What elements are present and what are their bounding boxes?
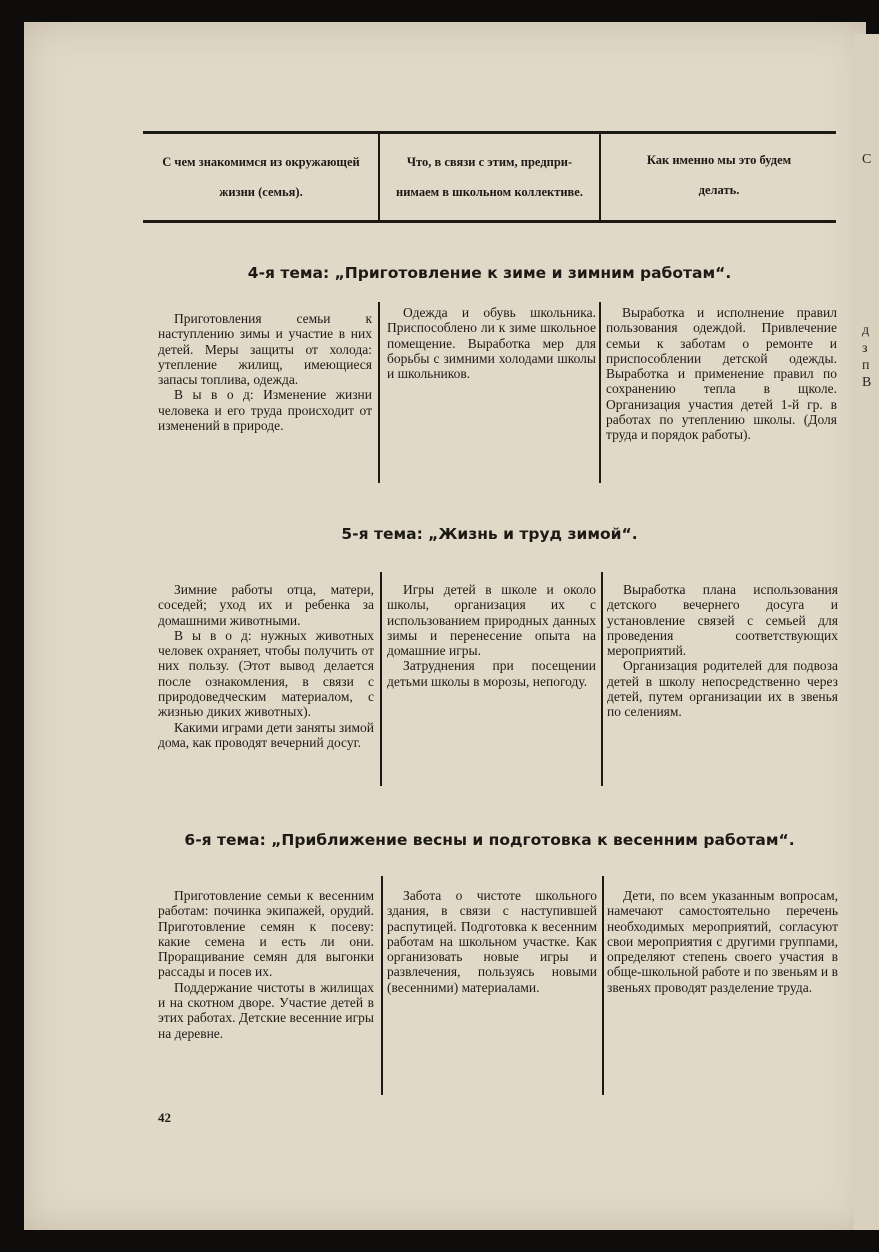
topic-title: 6-я тема: „Приближение весны и подготовка к весенним работам“. (184, 831, 795, 849)
topic-title: 4-я тема: „Приготовление к зиме и зимним работам“. (247, 264, 732, 282)
column-divider (602, 876, 604, 1095)
column-divider (601, 572, 603, 786)
paragraph: Дети, по всем указанным вопросам, намечают самостоятельно перечень необходимых мероприятий, согласуют свои мероприятия с другими группами, определяют степень своего участия в обще-школьной работе и по звеньям и в звеньях проводят разделение труда. (607, 888, 838, 995)
column-divider (381, 876, 383, 1095)
column-divider (380, 572, 382, 786)
paragraph: Поддержание чистоты в жилищах и на скотном дворе. Участие детей в этих работах. Детские весенние игры на деревне. (158, 979, 374, 1041)
next-page-line: В (862, 375, 872, 390)
header-col3-line: Как именно мы это будем (646, 153, 792, 167)
paragraph: Какими играми дети заняты зимой дома, как проводят вечерний досуг. (158, 719, 374, 750)
paragraph: Затруднения при посещении детьми школы в морозы, непогоду. (387, 658, 596, 689)
page-number: 42 (158, 1110, 171, 1125)
topic-title: 5-я тема: „Жизнь и труд зимой“. (341, 525, 638, 543)
column-divider (599, 302, 601, 483)
column-divider (378, 302, 380, 483)
next-page-line: д (862, 323, 870, 338)
header-col3 (602, 145, 836, 205)
header-col2-line: Что, в связи с этим, предпри- (406, 155, 573, 169)
paragraph: В ы в о д: Изменение жизни человека и его труда происходит от изменений в природе. (158, 387, 372, 434)
paragraph: Одежда и обувь школьника. Приспособлено ли к зиме школьное помещение. Выработка мер для борьбы с зимними холодами школы и школьников. (387, 305, 596, 382)
topic-4-col3 (606, 305, 837, 443)
header-col1 (145, 147, 377, 207)
header-col1-line: С чем знакомимся из окружающей (162, 155, 360, 169)
next-page-line: з (862, 341, 868, 356)
topic-5-col1 (158, 582, 374, 750)
header-bottom-rule (143, 220, 836, 223)
paragraph: Приготовление семьи к весенним работам: починка экипажей, орудий. Приготовление семян к посеву: какие семена и есть ли они. Проращивание семян для выгонки рассады и посев их. (158, 888, 374, 980)
next-page-header-letter: С (862, 152, 872, 167)
header-col1-line: жизни (семья). (219, 185, 303, 199)
topic-6-col1 (158, 888, 374, 1041)
topic-4-col2 (387, 305, 596, 381)
paragraph: Зимние работы отца, матери, соседей; уход их и ребенка за домашними животными. (158, 582, 374, 628)
next-page-line: п (862, 358, 870, 373)
header-col2 (381, 147, 598, 207)
paragraph: Выработка и исполнение правил пользования одеждой. Привлечение семьи к заботам о ремонте и приспособлении детской одежды. Выработка и применение правил по сохранению тепла в щколе. Организация участия детей 1-й гр. в работах по утеплению школы. (Доля труда и порядок работы). (606, 305, 837, 443)
header-col3-line: делать. (698, 183, 740, 197)
topic-4-col1 (158, 311, 372, 433)
header-col2-line: нимаем в школьном коллективе. (396, 185, 583, 199)
topic-6-col3 (607, 888, 838, 995)
paragraph: Забота о чистоте школьного здания, в связи с наступившей распутицей. Подготовка к весенним работам на школьном участке. Как организовать новые игры и развлечения, пользуясь новыми (весенними) материалами. (387, 888, 597, 995)
header-divider (378, 134, 380, 220)
topic-6-col2 (387, 888, 597, 995)
next-page-edge (854, 34, 879, 1230)
paragraph: В ы в о д: нужных животных человек охраняет, чтобы получить от них пользу. (Этот вывод делается после ознакомления, в связи с природоведческим материалом, с жизнью диких животных). (158, 627, 374, 720)
paragraph: Организация родителей для подвоза детей в школу непосредственно через детей, путем организации их в звенья по селениям. (607, 658, 838, 720)
header-divider (599, 134, 601, 220)
topic-5-col3 (607, 582, 838, 720)
paragraph: Игры детей в школе и около школы, организация их с использованием природных данных зимы и перенесение опыта на домашние игры. (387, 582, 596, 659)
topic-5-col2 (387, 582, 596, 689)
header-top-rule (143, 131, 836, 134)
paragraph: Приготовления семьи к наступлению зимы и участие в них детей. Меры защиты от холода: утепление жилищ, имеющиеся запасы топлива, одежда. (158, 311, 372, 388)
paragraph: Выработка плана использования детского вечернего досуга и установление связей с семьей для проведения соответствующих мероприятий. (607, 582, 838, 659)
